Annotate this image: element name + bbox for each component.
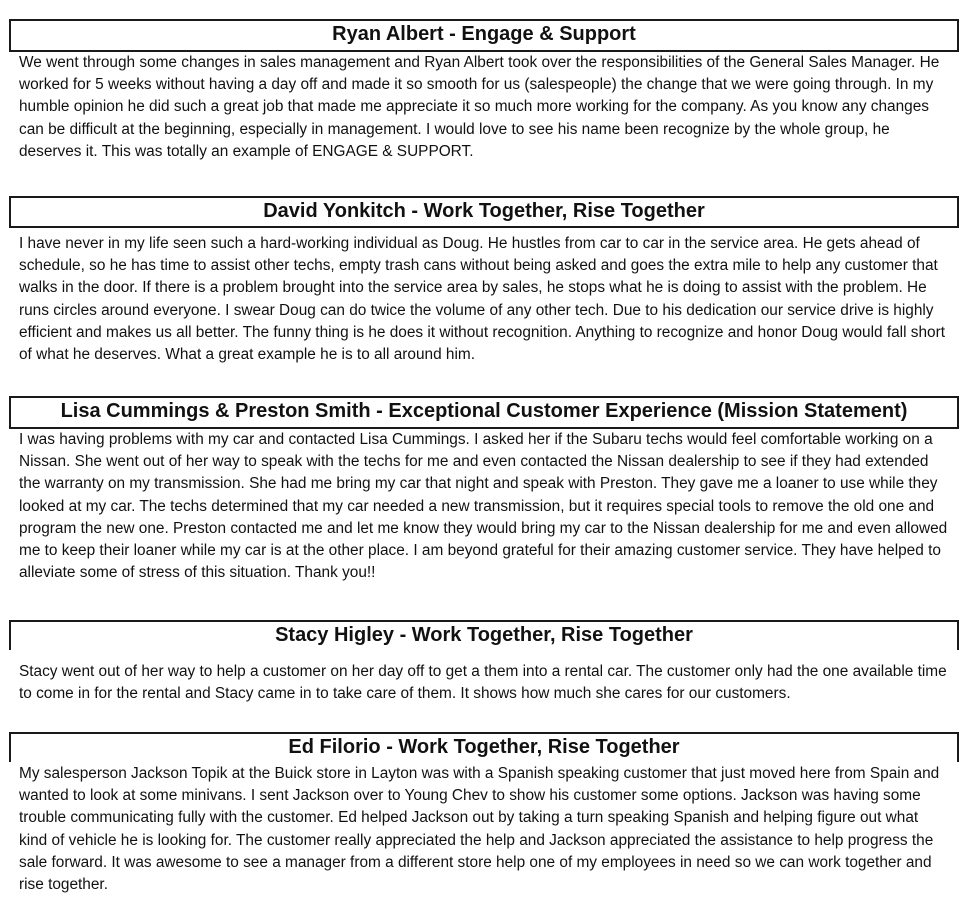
entry-text-david-yonkitch: I have never in my life seen such a hard-working individual as Doug. He hustles from car to car in the service area. He gets ahead of schedule, so he has time to assist other techs, empty trash cans without being asked and goes the extra mile to help any customer that walks in the door. If there is a problem brought into the service area by sales, he stops what he is doing to assist with the problem. He runs circles around everyone. I swear Doug can do twice the volume of any other tech. Due to his dedication our service drive is highly efficient and makes us all better. The funny thing is he does it without recognition. Anything to recognize and honor Doug would fall short of what he deserves. What a great example he is to all around him. bbox=[19, 235, 946, 364]
entry-title-ed-filorio: Ed Filorio - Work Together, Rise Together bbox=[9, 732, 959, 762]
entry-title-david-yonkitch: David Yonkitch - Work Together, Rise Together bbox=[9, 196, 959, 228]
entry-title-lisa-preston: Lisa Cummings & Preston Smith - Exceptional Customer Experience (Mission Statement) bbox=[9, 396, 959, 429]
entry-title-ryan-albert: Ryan Albert - Engage & Support bbox=[9, 19, 959, 52]
entry-title-stacy-higley: Stacy Higley - Work Together, Rise Together bbox=[9, 620, 959, 650]
entry-text-ryan-albert: We went through some changes in sales management and Ryan Albert took over the responsibilities of the General Sales Manager. He worked for 5 weeks without having a day off and made it so smooth for us (salespeople) the change that we were going through. In my humble opinion he did such a great job that made me appreciate it so much more working for the company. As you know any changes can be difficult at the beginning, especially in management. I would love to see his name been recognize by the whole group, he deserves it. This was totally an example of ENGAGE & SUPPORT. bbox=[19, 54, 940, 160]
entry-text-lisa-preston: I was having problems with my car and contacted Lisa Cummings. I asked her if the Subaru techs would feel comfortable working on a Nissan. She went out of her way to speak with the techs for me and even contacted the Nissan dealership to see if they had extended the warranty on my transmission. She had me bring my car that night and speak with Preston. They gave me a loaner to use while they looked at my car. The techs determined that my car needed a new transmission, but it requires special tools to remove the old one and program the new one. Preston contacted me and let me know they would bring my car to the Nissan dealership for me and even allowed me to keep their loaner while my car is at the other place. I am beyond grateful for their amazing customer service. They have helped to alleviate some of stress of this situation. Thank you!! bbox=[19, 431, 948, 582]
entry-text-stacy-higley: Stacy went out of her way to help a customer on her day off to get a them into a rental car. The customer only had the one available time to come in for the rental and Stacy came in to take care of them. It shows how much she cares for our customers. bbox=[19, 663, 947, 703]
entry-text-ed-filorio: My salesperson Jackson Topik at the Buick store in Layton was with a Spanish speaking customer that just moved here from Spain and wanted to look at some minivans. I sent Jackson over to Young Chev to show his customer some options. Jackson was having some trouble communicating fully with the customer. Ed helped Jackson out by taking a turn speaking Spanish and helping figure out what kind of vehicle he is looking for. The customer really appreciated the help and Jackson appreciated the assistance to help progress the sale forward. It was awesome to see a manager from a different store help one of my employees in need so we can work together and rise together. bbox=[19, 765, 940, 894]
